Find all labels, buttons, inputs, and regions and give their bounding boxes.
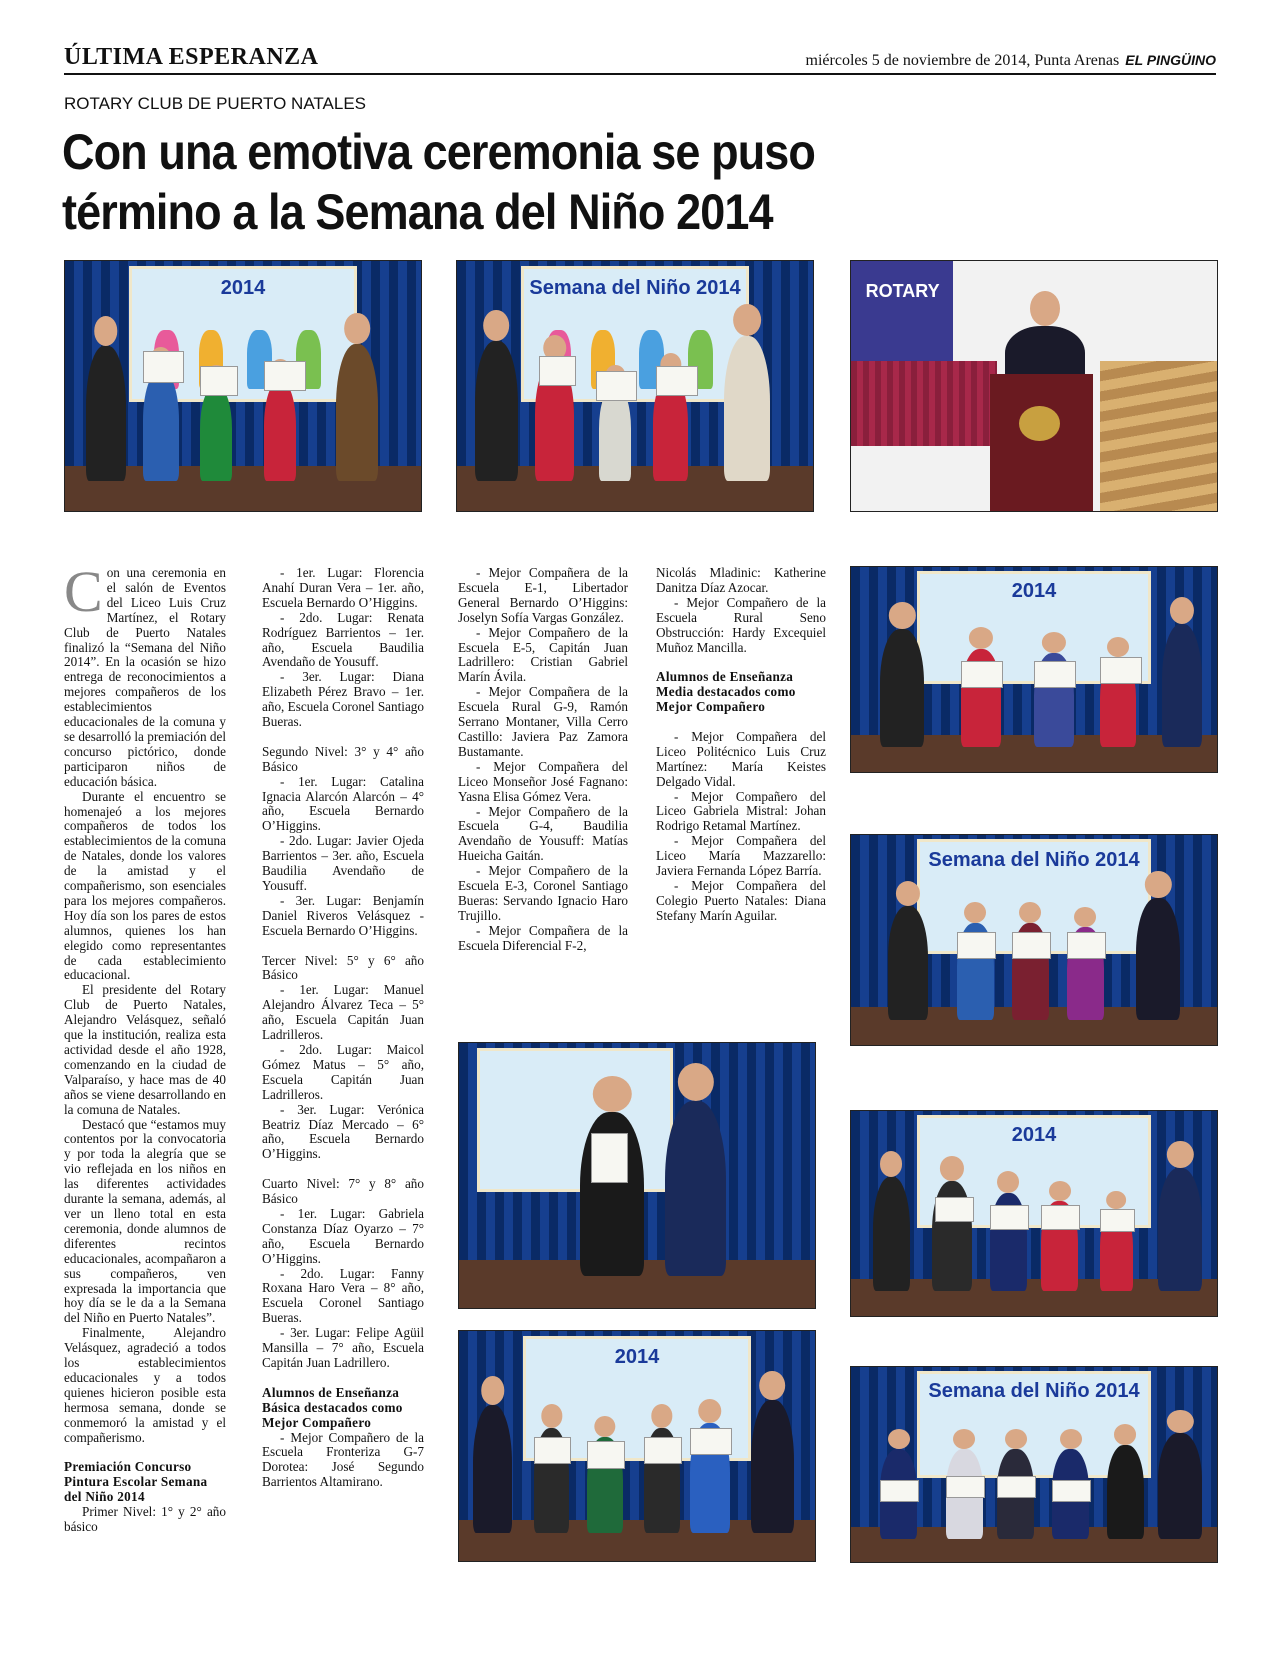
newspaper-logo: EL PINGÜINO bbox=[1125, 52, 1216, 68]
list-item: - Mejor Compañera de la Escuela Rural G-9, Ramón Serrano Montaner, Villa Cerro Castillo: Javiera Paz Zamora Bustamante. bbox=[458, 684, 628, 759]
photo-awards-6 bbox=[850, 1110, 1218, 1317]
article-column-1 bbox=[64, 559, 226, 1535]
list-item: - Mejor Compañera del Colegio Puerto Natales: Diana Stefany Marín Aguilar. bbox=[656, 878, 826, 923]
list-item: - Mejor Compañera del Liceo María Mazzarello: Javiera Fernanda López Barría. bbox=[656, 833, 826, 879]
article-column-2 bbox=[262, 566, 424, 1490]
photo-awards-5 bbox=[458, 1042, 816, 1309]
subheading: Alumnos de Enseñanza Media destacados como Mejor Compañero bbox=[656, 669, 796, 715]
section-title: ÚLTIMA ESPERANZA bbox=[64, 44, 319, 70]
headline-line-2: término a la Semana del Niño 2014 bbox=[62, 184, 773, 240]
list-item: - 3er. Lugar: Diana Elizabeth Pérez Bravo – 1er. año, Escuela Coronel Santiago Bueras. bbox=[262, 669, 424, 730]
article-column-3 bbox=[458, 566, 628, 954]
list-item: - 1er. Lugar: Gabriela Constanza Díaz Oyarzo – 7° año, Escuela Bernardo O’Higgins. bbox=[262, 1205, 424, 1266]
list-item: - 1er. Lugar: Florencia Anahí Duran Vera – 1er. año, Escuela Bernardo O’Higgins. bbox=[262, 565, 424, 610]
list-item: - 3er. Lugar: Benjamín Daniel Riveros Velásquez - Escuela Bernardo O’Higgins. bbox=[262, 892, 424, 938]
subheading: Alumnos de Enseñanza Básica destacados como Mejor Compañero bbox=[262, 1384, 403, 1430]
photo-awards-1 bbox=[64, 260, 422, 512]
list-item: - Mejor Compañera de la Escuela E-1, Libertador General Bernardo O’Higgins: Joselyn Sofía Vargas González. bbox=[458, 565, 628, 625]
list-item: Nicolás Mladinic: Katherine Danitza Díaz Azocar. bbox=[656, 565, 826, 595]
level-heading: Segundo Nivel: 3° y 4° año Básico bbox=[262, 743, 424, 774]
list-item: - Mejor Compañera de la Escuela Diferencial F-2, bbox=[458, 922, 628, 953]
list-item: - Mejor Compañero del Liceo Gabriela Mistral: Johan Rodrigo Retamal Martínez. bbox=[656, 788, 826, 834]
banner-text: Semana del Niño 2014 bbox=[928, 848, 1140, 871]
drop-cap: C bbox=[64, 559, 103, 624]
banner-text: Semana del Niño 2014 bbox=[529, 276, 741, 299]
paragraph: on una ceremonia en el salón de Eventos del Liceo Luis Cruz Martínez, el Rotary Club de Puerto Natales finalizó la “Semana del Niño 2014”. En la ocasión se hizo entrega de reconocimientos a mejores compañeros de los establecimientos educacionales de la comuna y se desarrolló la premiación del concurso pictórico, donde participaron niños de educación básica. bbox=[64, 565, 226, 789]
list-item: - Mejor Compañero de la Escuela Fronteriza G-7 Dorotea: José Segundo Barrientos Altamirano. bbox=[262, 1429, 424, 1490]
article-column-4 bbox=[656, 566, 826, 924]
list-item: - 1er. Lugar: Catalina Ignacia Alarcón Alarcón – 4° año, Escuela Bernardo O’Higgins. bbox=[262, 773, 424, 834]
banner-text: 2014 bbox=[1011, 580, 1057, 603]
banner-text: 2014 bbox=[220, 276, 266, 299]
dateline bbox=[806, 52, 1216, 70]
headline bbox=[62, 122, 962, 242]
header-rule bbox=[64, 73, 1216, 75]
banner-text: 2014 bbox=[614, 1345, 660, 1368]
banner-text: Semana del Niño 2014 bbox=[928, 1379, 1140, 1402]
date-text: miércoles 5 de noviembre de 2014, Punta Arenas bbox=[805, 52, 1120, 69]
subheading: Premiación Concurso Pintura Escolar Semana del Niño 2014 bbox=[64, 1459, 208, 1505]
photo-awards-4 bbox=[850, 834, 1218, 1046]
list-item: - Mejor Compañero de la Escuela E-3, Coronel Santiago Bueras: Servando Ignacio Haro Trujillo. bbox=[458, 863, 628, 923]
list-item: - 3er. Lugar: Verónica Beatriz Díaz Mercado – 6° año, Escuela Bernardo O’Higgins. bbox=[262, 1101, 424, 1162]
rotary-sign: ROTARY bbox=[865, 281, 940, 301]
kicker: ROTARY CLUB DE PUERTO NATALES bbox=[64, 94, 366, 113]
list-item: - Mejor Compañero de la Escuela G-4, Baudilia Avendaño de Yousuff: Matías Hueicha Gaitán. bbox=[458, 803, 628, 864]
level-heading: Cuarto Nivel: 7° y 8° año Básico bbox=[262, 1176, 424, 1207]
headline-line-1: Con una emotiva ceremonia se puso bbox=[62, 124, 816, 180]
list-item: - 2do. Lugar: Maicol Gómez Matus – 5° año, Escuela Capitán Juan Ladrilleros. bbox=[262, 1041, 424, 1102]
list-item: - Mejor Compañero de la Escuela E-5, Capitán Juan Ladrillero: Cristian Gabriel Marín Ávila. bbox=[458, 624, 628, 685]
photo-awards-3 bbox=[850, 566, 1218, 773]
list-item: - 2do. Lugar: Fanny Roxana Haro Vera – 8° año, Escuela Coronel Santiago Bueras. bbox=[262, 1265, 424, 1326]
photo-podium-speech bbox=[850, 260, 1218, 512]
list-item: - 2do. Lugar: Renata Rodríguez Barrientos – 1er. año, Escuela Baudilia Avendaño de Yousuff. bbox=[262, 609, 424, 670]
list-item: - 1er. Lugar: Manuel Alejandro Álvarez Teca – 5° año, Escuela Capitán Juan Ladrilleros. bbox=[262, 982, 424, 1043]
list-item: - Mejor Compañera del Liceo Monseñor José Fagnano: Yasna Elisa Gómez Vera. bbox=[458, 758, 628, 804]
paragraph: Destacó que “estamos muy contentos por la convocatoria y por toda la alegría que se vio reflejada en los niños en las diferentes actividades durante la semana, además, al ver un lleno total en esta ceremonia, donde alumnos de diferentes recintos educacionales, acompañaron a sus compañeros, ven expresada la importancia que hoy día se le da a la Semana del Niño en Puerto Natales”. bbox=[64, 1116, 226, 1326]
paragraph: El presidente del Rotary Club de Puerto Natales, Alejandro Velásquez, señaló que la institución, realiza esta actividad desde el año 1928, comenzando en la ciudad de Valparaíso, y hace mas de 40 años se viene desarrollando en la comuna de Natales. bbox=[64, 982, 226, 1117]
list-item: - Mejor Compañero de la Escuela Rural Seno Obstrucción: Hardy Excequiel Muñoz Mancilla. bbox=[656, 594, 826, 655]
list-item: - Mejor Compañera del Liceo Politécnico Luis Cruz Martínez: María Keistes Delgado Vidal. bbox=[656, 728, 826, 789]
banner-text: 2014 bbox=[1011, 1124, 1057, 1147]
photo-awards-8 bbox=[850, 1366, 1218, 1563]
paragraph: Finalmente, Alejandro Velásquez, agradeció a todos los establecimientos educacionales y a todos quienes hicieron posible esta hermosa semana, donde se conmemoró la amistad y el compañerismo. bbox=[64, 1325, 226, 1445]
list-item: - 3er. Lugar: Felipe Agüil Mansilla – 7° año, Escuela Capitán Juan Ladrillero. bbox=[262, 1325, 424, 1370]
paragraph: Primer Nivel: 1° y 2° año básico bbox=[64, 1504, 226, 1534]
photo-awards-2 bbox=[456, 260, 814, 512]
level-heading: Tercer Nivel: 5° y 6° año Básico bbox=[262, 952, 424, 983]
paragraph: Durante el encuentro se homenajeó a los mejores compañeros de todos los establecimientos de la comuna de Natales, donde los valores de la amistad y el compañerismo, son esenciales para los mejores compañeros. Hoy día son los pares de estos alumnos, quienes los han elegido como representantes de cada establecimiento educacional. bbox=[64, 788, 226, 983]
list-item: - 2do. Lugar: Javier Ojeda Barrientos – 3er. año, Escuela Baudilia Avendaño de Yousuff. bbox=[262, 833, 424, 894]
photo-awards-7 bbox=[458, 1330, 816, 1562]
